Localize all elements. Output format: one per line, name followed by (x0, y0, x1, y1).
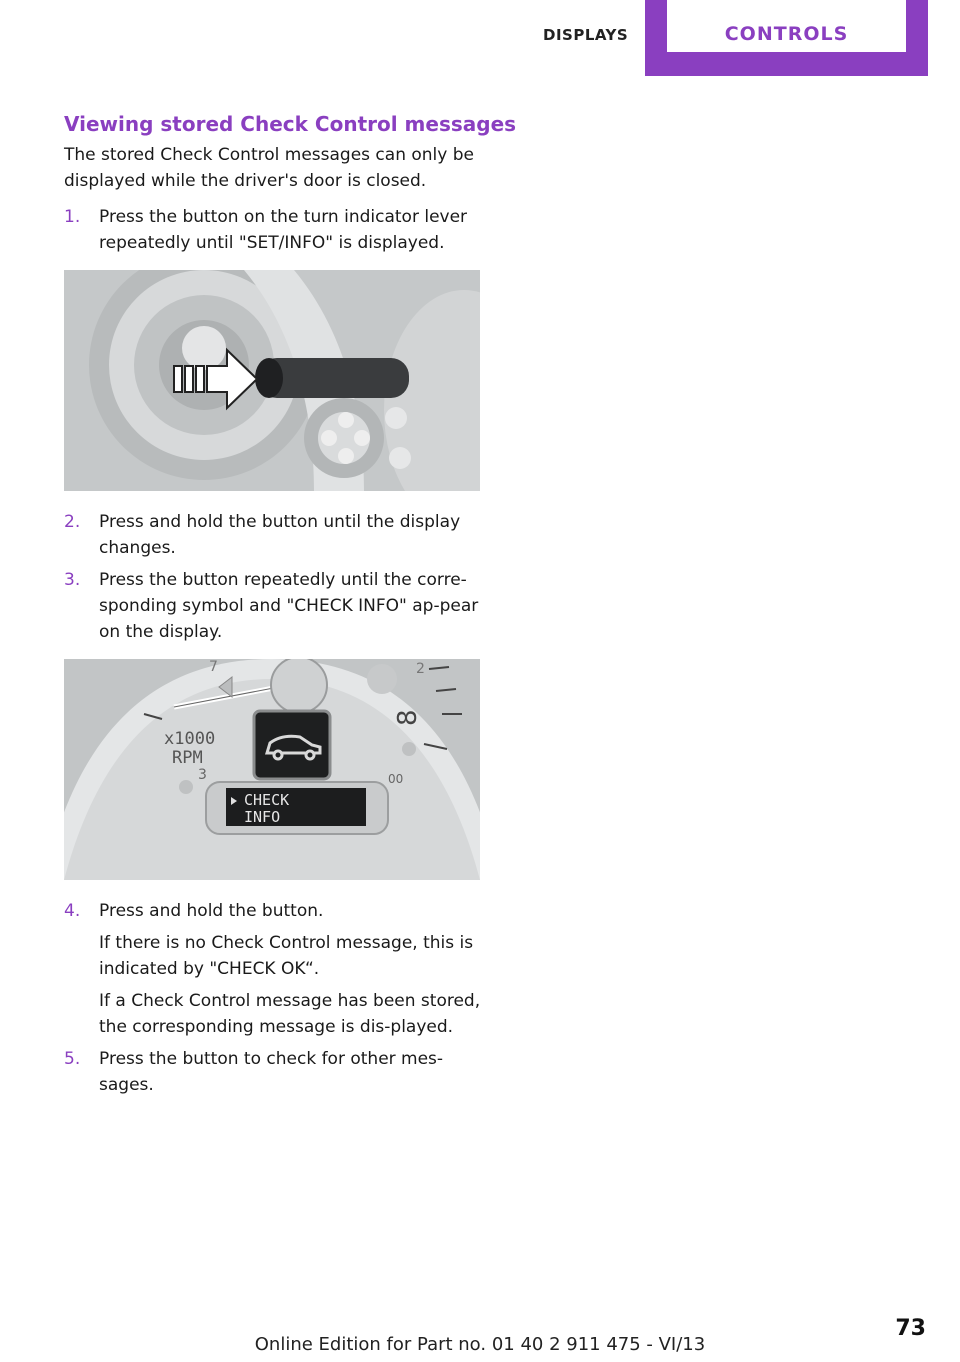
page-content (64, 110, 517, 1104)
step-text: Press the button repeatedly until the corre‐sponding symbol and "CHECK INFO" ap‐pear on the display. (99, 570, 479, 642)
chapter-tab-label: CONTROLS (667, 0, 906, 52)
display-line-2: INFO (244, 808, 281, 826)
step-text: Press and hold the button. (99, 901, 324, 921)
footer-edition: Online Edition for Part no. 01 40 2 911 475 - VI/13 (254, 1334, 706, 1355)
rpm-label: RPM (172, 748, 203, 768)
section-heading: Viewing stored Check Control messages (64, 112, 517, 136)
step-number: 1. (64, 207, 81, 227)
step-number: 4. (64, 901, 81, 921)
step-3 (64, 567, 484, 645)
step-note: If there is no Check Control message, this is indicated by "CHECK OK“. (99, 933, 474, 979)
step-4 (64, 898, 484, 1040)
intro-paragraph: The stored Check Control messages can only be displayed while the driver's door is closed. (64, 145, 474, 191)
turn-indicator-lever-illustration (64, 270, 480, 491)
step-1 (64, 204, 484, 256)
tach-tick-label: 2 (416, 661, 425, 677)
display-line-1: CHECK (244, 791, 290, 809)
tach-tick-label: 00 (388, 772, 404, 786)
tach-tick-label: 7 (209, 659, 218, 675)
step-text: Press the button to check for other mes‐sages. (99, 1049, 444, 1095)
rpm-unit-label: x1000 (164, 729, 216, 749)
step-5 (64, 1046, 484, 1098)
step-text: Press and hold the button until the display changes. (99, 512, 461, 558)
section-label: DISPLAYS (543, 26, 629, 44)
tachometer-check-info-illustration (64, 659, 480, 880)
tach-tick-label: 3 (198, 767, 207, 783)
chapter-tab (645, 0, 928, 76)
tach-tick-label: 8 (393, 709, 423, 726)
step-number: 3. (64, 570, 81, 590)
step-text: Press the button on the turn indicator lever repeatedly until "SET/INFO" is displayed. (99, 207, 468, 253)
step-number: 2. (64, 512, 81, 532)
step-note: If a Check Control message has been stored, the corresponding message is dis‐played. (99, 991, 481, 1037)
step-number: 5. (64, 1049, 81, 1069)
page-number: 73 (895, 1316, 926, 1341)
step-2 (64, 509, 484, 561)
